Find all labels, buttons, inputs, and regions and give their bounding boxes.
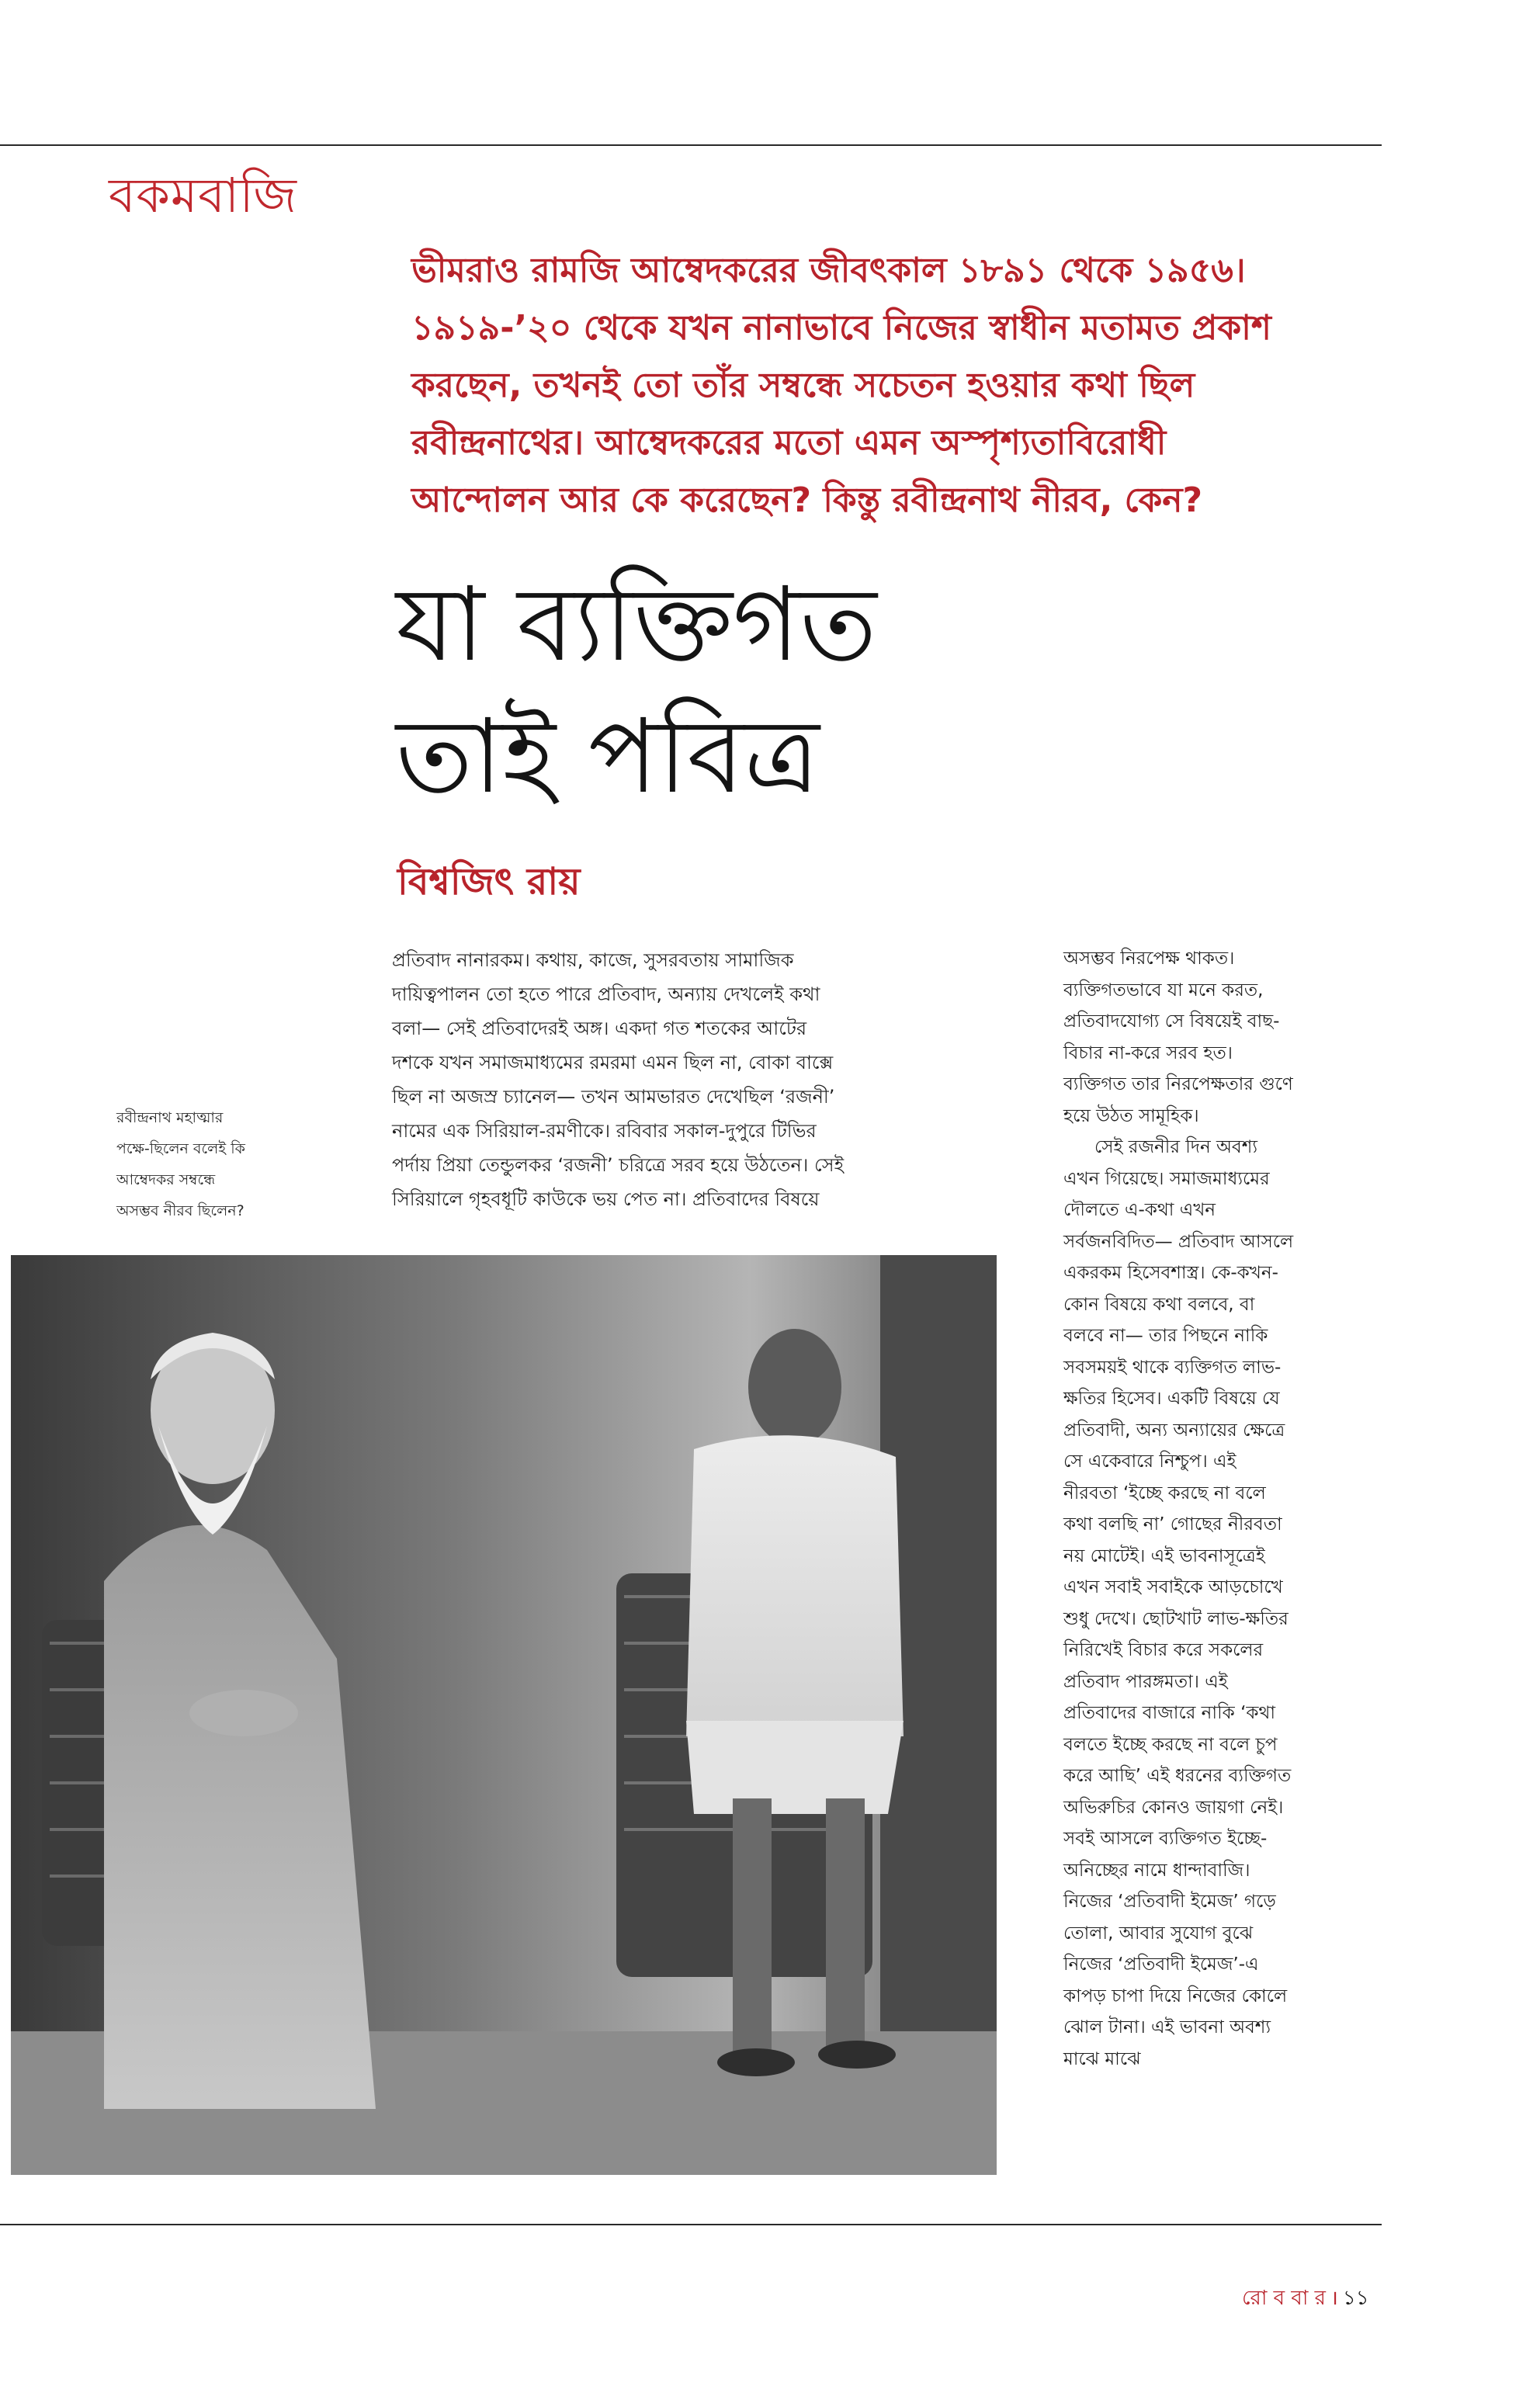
body-line: সর্বজনবিদিত— প্রতিবাদ আসলে (1063, 1231, 1294, 1252)
body-line: বিচার না-করে সরব হত। (1063, 1042, 1233, 1063)
body-line: প্রতিবাদযোগ্য সে বিষয়েই বাছ- (1063, 1011, 1280, 1032)
caption-line: পক্ষে-ছিলেন বলেই কি (116, 1140, 245, 1157)
body-line: ছিল না অজস্র চ্যানেল— তখন আমভারত দেখেছিল ‘রজনী’ (392, 1086, 835, 1108)
headline-line-2: তাই পবিত্র (396, 697, 820, 817)
caption-line: রবীন্দ্রনাথ মহাত্মার (116, 1109, 224, 1126)
bottom-rule (0, 2224, 1382, 2225)
photo-caption (116, 1102, 365, 1226)
body-line: সিরিয়ালে গৃহবধূটি কাউকে ভয় পেত না। প্রতিবাদের বিষয়ে (392, 1188, 820, 1210)
body-line: করে আছি’ এই ধরনের ব্যক্তিগত (1063, 1766, 1292, 1786)
body-line: সবসময়ই থাকে ব্যক্তিগত লাভ- (1063, 1357, 1282, 1378)
body-line: কোন বিষয়ে কথা বলবে, বা (1063, 1294, 1255, 1315)
body-line: দায়িত্বপালন তো হতে পারে প্রতিবাদ, অন্যায় দেখলেই কথা (392, 983, 820, 1005)
body-line: সে একেবারে নিশ্চুপ। এই (1063, 1451, 1237, 1472)
body-line: নিজের ‘প্রতিবাদী ইমেজ’-এ (1063, 1954, 1259, 1975)
body-line: প্রতিবাদ নানারকম। কথায়, কাজে, সুসরবতায় সামাজিক (392, 949, 794, 971)
body-line: এখন সবাই সবাইকে আড়চোখে (1063, 1577, 1283, 1597)
body-line: দৌলতে এ-কথা এখন (1063, 1200, 1216, 1220)
body-line: ব্যক্তিগতভাবে যা মনে করত, (1063, 980, 1264, 1001)
body-column-right (1063, 943, 1374, 2075)
body-line: শুধু দেখে। ছোটখাট লাভ-ক্ষতির (1063, 1608, 1289, 1629)
body-line: হয়ে উঠত সামূহিক। (1063, 1105, 1199, 1126)
body-line: অনিচ্ছের নামে ধান্দাবাজি। (1063, 1860, 1250, 1881)
body-line: প্রতিবাদ পারঙ্গমতা। এই (1063, 1671, 1228, 1692)
body-line: কাপড় চাপা দিয়ে নিজের কোলে (1063, 1985, 1288, 2006)
body-line: অসম্ভব নিরপেক্ষ থাকত। (1063, 949, 1235, 969)
lede-paragraph (411, 242, 1366, 529)
body-line: নামের এক সিরিয়াল-রমণীকে। রবিবার সকাল-দুপুরে টিভির (392, 1120, 817, 1142)
body-line: প্রতিবাদের বাজারে নাকি ‘কথা (1063, 1703, 1276, 1723)
body-line: একরকম হিসেবশাস্ত্র। কে-কখন- (1063, 1263, 1278, 1283)
body-line: বলবে না— তার পিছনে নাকি (1063, 1326, 1268, 1346)
page-number: ১১ (1342, 2287, 1369, 2310)
lede-line: করছেন, তখনই তো তাঁর সম্বন্ধে সচেতন হওয়ার কথা ছিল (411, 366, 1195, 405)
body-line: ক্ষতির হিসেব। একটি বিষয়ে যে (1063, 1389, 1280, 1409)
body-line: এখন গিয়েছে। সমাজমাধ্যমের (1063, 1168, 1270, 1189)
page-footer (1242, 2282, 1369, 2316)
article-headline (396, 559, 1366, 823)
body-line: নীরবতা ‘ইচ্ছে করছে না বলে (1063, 1483, 1266, 1503)
footer-separator: । (1330, 2287, 1338, 2310)
caption-line: অসম্ভব নীরব ছিলেন? (116, 1202, 245, 1219)
body-line: কথা বলছি না’ গোছের নীরবতা (1063, 1514, 1282, 1535)
photo-illustration (11, 1255, 997, 2175)
publication-name: রো ব বা র (1242, 2287, 1326, 2310)
body-line: বলতে ইচ্ছে করছে না বলে চুপ (1063, 1734, 1278, 1755)
top-rule (0, 144, 1382, 146)
body-line: ঝোল টানা। এই ভাবনা অবশ্য (1063, 2017, 1271, 2038)
body-line: নিজের ‘প্রতিবাদী ইমেজ’ গড়ে (1063, 1892, 1276, 1912)
lede-line: ভীমরাও রামজি আম্বেদকরের জীবৎকাল ১৮৯১ থেকে ১৯৫৬। (411, 251, 1246, 290)
body-line: ব্যক্তিগত তার নিরপেক্ষতার গুণে (1063, 1074, 1293, 1094)
body-column-main (392, 943, 1005, 1216)
archival-photo (11, 1255, 997, 2175)
headline-line-1: যা ব্যক্তিগত (396, 565, 877, 685)
section-label: বকমবাজি (109, 167, 298, 224)
body-line: সেই রজনীর দিন অবশ্য (1094, 1137, 1258, 1157)
body-line: মাঝে মাঝে (1063, 2048, 1141, 2069)
body-line: তোলা, আবার সুযোগ বুঝে (1063, 1923, 1254, 1944)
body-line: প্রতিবাদী, অন্য অন্যায়ের ক্ষেত্রে (1063, 1420, 1285, 1441)
caption-line: আম্বেদকর সম্বন্ধে (116, 1171, 216, 1188)
body-line: নিরিখেই বিচার করে সকলের (1063, 1640, 1264, 1660)
body-line: সবই আসলে ব্যক্তিগত ইচ্ছে- (1063, 1829, 1268, 1849)
body-line: অভিরুচির কোনও জায়গা নেই। (1063, 1797, 1284, 1818)
author-byline: বিশ্বজিৎ রায় (397, 860, 581, 903)
body-line: দশকে যখন সমাজমাধ্যমের রমরমা এমন ছিল না, বোকা বাক্সে (392, 1052, 834, 1073)
lede-line: আন্দোলন আর কে করেছেন? কিন্তু রবীন্দ্রনাথ নীরব, কেন? (411, 480, 1203, 520)
body-line: নয় মোটেই। এই ভাবনাসূত্রেই (1063, 1545, 1265, 1566)
lede-line: ১৯১৯-’২০ থেকে যখন নানাভাবে নিজের স্বাধীন মতামত প্রকাশ (411, 308, 1271, 348)
body-line: বলা— সেই প্রতিবাদেরই অঙ্গ। একদা গত শতকের আটের (392, 1018, 807, 1039)
body-line: পর্দায় প্রিয়া তেন্ডুলকর ‘রজনী’ চরিত্রে সরব হয়ে উঠতেন। সেই (392, 1154, 845, 1176)
lede-line: রবীন্দ্রনাথের। আম্বেদকরের মতো এমন অস্পৃশ্যতাবিরোধী (411, 423, 1167, 463)
